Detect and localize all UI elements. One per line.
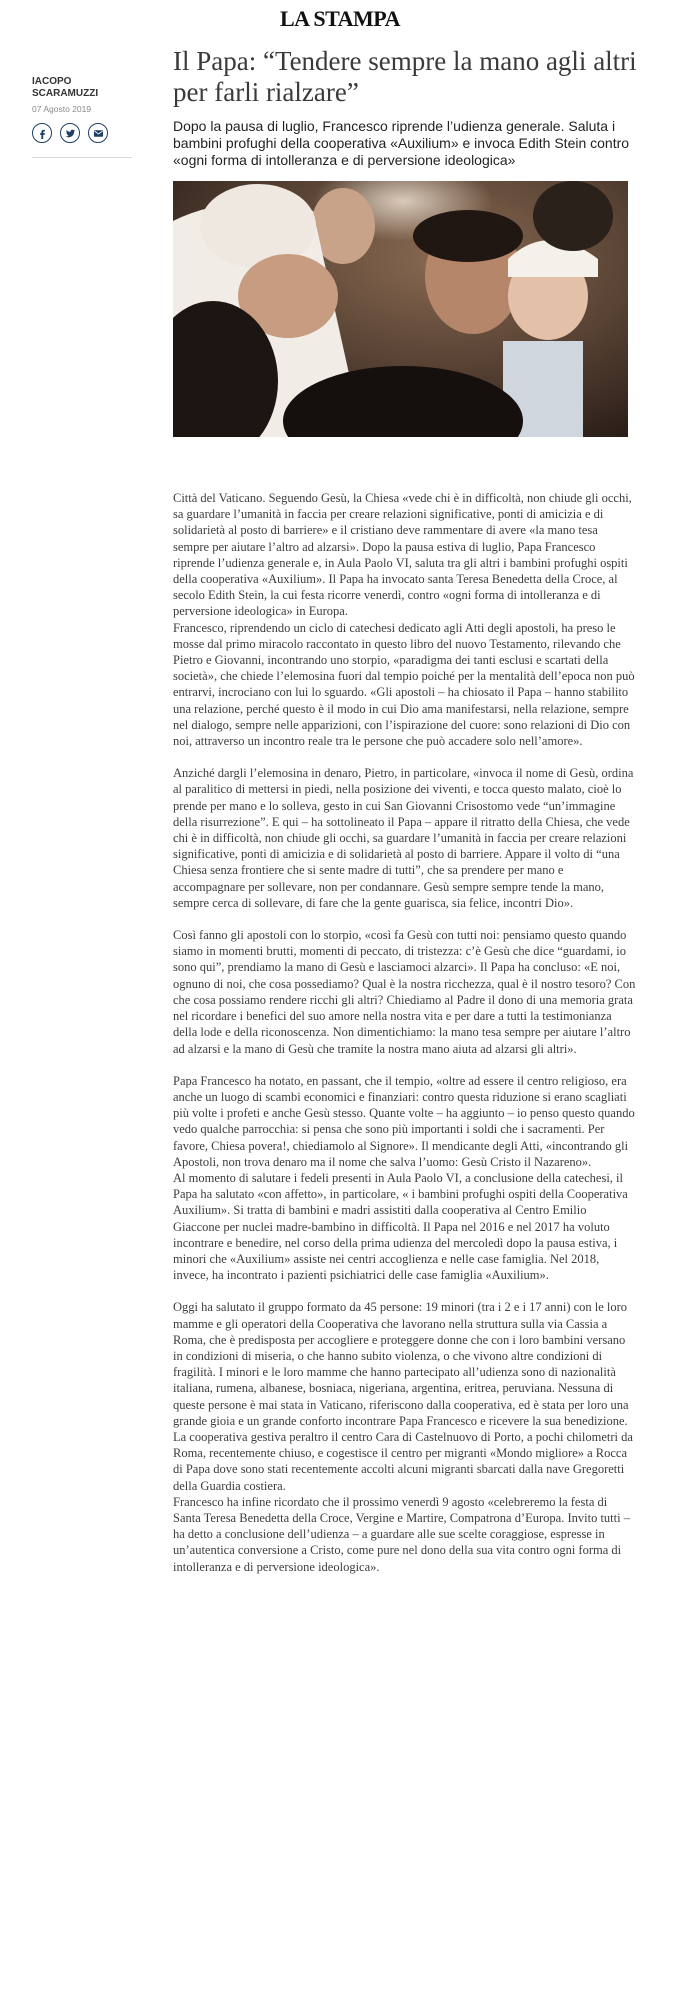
article-photo <box>173 181 628 437</box>
share-twitter-button[interactable] <box>60 123 80 143</box>
article-paragraph: Anziché dargli l’elemosina in denaro, Pietro, in particolare, «invoca il nome di Gesù, ordina al paralitico di mettersi in piedi, nella posizione dei viventi, e tocca questo malato, cioè lo prende per mano e lo solleva, gesto in cui San Giovanni Crisostomo vede “un’immagine della risurrezione”. E qui – ha sottolineato il Papa – appare il ritratto della Chiesa, che vede chi è in difficoltà, non chiude gli occhi, sa guardare l’umanità in faccia per creare relazioni significative, ponti di amicizia e di solidarietà al posto di barriere. Appare il volto di “una Chiesa senza frontiere che si sente madre di tutti”, che sa prendere per mano e accompagnare per sollevare, non per condannare. Gesù sempre sempre tende la mano, sempre cerca di sollevare, di fare che la gente guarisca, sia felice, incontri Dio». <box>173 766 634 910</box>
author-sidebar <box>32 76 136 158</box>
author-name[interactable] <box>32 76 136 100</box>
article-paragraph: Così fanno gli apostoli con lo storpio, «così fa Gesù con tutti noi: pensiamo questo quando siamo in momenti brutti, momenti di peccato, di tristezza: c’è Gesù che dice “guardami, io sono qui”, prendiamo la mano di Gesù e lasciamoci alzarci». Il Papa ha concluso: «E noi, ognuno di noi, che cosa possediamo? Qual è la nostra ricchezza, qual è il nostro tesoro? Con che cosa possiamo rendere ricchi gli altri? Chiediamo al Padre il dono di una memoria grata nel ricordare i benefici del suo amore nella nostra vita e per dare a tutti la testimonianza della lode e della riconoscenza. Non dimentichiamo: la mano tesa sempre per aiutare l’altro ad alzarsi e la mano di Gesù che tramite la nostra mano aiuta ad alzarsi gli altri». <box>173 928 636 1056</box>
article-paragraph: Oggi ha salutato il gruppo formato da 45 persone: 19 minori (tra i 2 e i 17 anni) con le loro mamme e gli operatori della Cooperativa che lavorano nella struttura sulla via Cassia a Roma, che è predisposta per accogliere e proteggere donne che con i loro bambini versano in condizioni di miseria, o che hanno subito violenza, o che vivono altre condizioni di fragilità. I minori e le loro mamme che hanno partecipato all’udienza sono di nazionalità italiana, rumena, albanese, bosniaca, nigeriana, argentina, eritrea, peruviana. Nessuna di queste persone è mai stata in Vaticano, riferiscono dalla cooperativa, ed è stata per loro una grande gioia e un grande conforto incontrare Papa Francesco e ricevere la sua benedizione. La cooperativa gestiva peraltro il centro Cara di Castelnuovo di Porto, a pochi chilometri da Roma, recentemente chiuso, e cogestisce il centro per migranti «Mondo migliore» a Rocca di Papa dove sono stati recentemente accolti alcuni migranti sbarcati dalla nave Gregoretti della Guardia costiera. <box>173 1300 633 1493</box>
twitter-icon <box>65 128 76 139</box>
article-summary: Dopo la pausa di luglio, Francesco riprende l’udienza generale. Saluta i bambini profughi della cooperativa «Auxilium» e invoca Edith Stein contro «ogni forma di intolleranza e di perversione ideologica» <box>173 118 630 168</box>
sidebar-divider <box>32 157 132 158</box>
author-first-name: IACOPO <box>32 76 72 87</box>
masthead-logo[interactable]: LA STAMPA <box>280 6 400 31</box>
article-paragraph: Papa Francesco ha notato, en passant, che il tempio, «oltre ad essere il centro religioso, era anche un luogo di scambi economici e finanziari: contro questa riduzione si erano scagliati più volte i profeti e anche Gesù stesso. Quante volte – ha aggiunto – io penso questo quando vedo qualche parrocchia: si pensa che sono più importanti i soldi che i sacramenti. Per favore, Chiesa povera!, chiediamolo al Signore». Il mendicante degli Atti, «incontrando gli Apostoli, non trova denaro ma il nome che salva l’uomo: Gesù Cristo il Nazareno». <box>173 1073 635 1169</box>
article-paragraph: Francesco, riprendendo un ciclo di catechesi dedicato agli Atti degli apostoli, ha preso le mosse dal primo miracolo raccontato in questo libro del nuovo Testamento, rilevando che Pietro e Giovanni, incontrando uno storpio, «paradigma dei tanti esclusi e scartati della società», che chiede l’elemosina fuori dal tempio poiché per la mentalità dell’epoca non può entrarvi, incrociano con lui lo sguardo. «Gli apostoli – ha chiosato il Papa – hanno stabilito una relazione, perché questo è il modo in cui Dio ama manifestarsi, nella relazione, sempre nel dialogo, sempre nelle apparizioni, con l’ispirazione del cuore: sono relazioni di Dio con noi, attraverso un incontro reale tra le persone che può accadere solo nell’amore». <box>173 620 635 749</box>
article-paragraph: Francesco ha infine ricordato che il prossimo venerdì 9 agosto «celebreremo la festa di Santa Teresa Benedetta della Croce, Vergine e Martire, Compatrona d’Europa. Invito tutti – ha detto a conclusione dell’udienza – a guardare alle sue scelte coraggiose, espresse in un’autentica conversione a Cristo, come pure nel dono della sua vita contro ogni forma di intolleranza e di perversione ideologica». <box>173 1494 630 1574</box>
email-icon <box>93 128 104 139</box>
share-email-button[interactable] <box>88 123 108 143</box>
article-paragraph: Al momento di salutare i fedeli presenti in Aula Paolo VI, a conclusione della catechesi, il Papa ha salutato «con affetto», in particolare, « i bambini profughi ospiti della Cooperativa Auxilium». Si tratta di bambini e madri assistiti dalla cooperativa al Centro Emilio Giaccone per nuclei madre-bambino in difficoltà. Il Papa nel 2016 e nel 2017 ha voluto incontrare e benedire, nel corso della prima udienza del mercoledì dopo la pausa estiva, i minori che «Auxilium» assiste nei centri accoglienza e nelle case famiglia. Nel 2018, invece, ha incontrato i pazienti psichiatrici delle case famiglia «Auxilium». <box>173 1170 628 1283</box>
author-last-name: SCARAMUZZI <box>32 88 99 99</box>
article-body <box>173 490 636 1575</box>
article-paragraph: Città del Vaticano. Seguendo Gesù, la Chiesa «vede chi è in difficoltà, non chiude gli occhi, sa guardare l’umanità in faccia per creare relazioni significative, ponti di amicizia e di solidarietà al posto di barriere» e il cristiano deve rammentare di avere «la mano tesa sempre per aiutare l’altro ad alzarsi». Dopo la pausa estiva di luglio, Papa Francesco riprende l’udienza generale e, in Aula Paolo VI, saluta tra gli altri i bambini profughi ospiti della cooperativa «Auxilium». Il Papa ha invocato santa Teresa Benedetta della Croce, al secolo Edith Stein, la cui festa ricorre venerdì, contro «ogni forma di intolleranza e di perversione ideologica» in Europa. <box>173 491 632 619</box>
facebook-icon <box>37 128 48 139</box>
publish-date: 07 Agosto 2019 <box>32 104 92 114</box>
article-headline: Il Papa: “Tendere sempre la mano agli altri per farli rialzare” <box>173 46 637 107</box>
share-buttons <box>32 123 136 143</box>
share-facebook-button[interactable] <box>32 123 52 143</box>
